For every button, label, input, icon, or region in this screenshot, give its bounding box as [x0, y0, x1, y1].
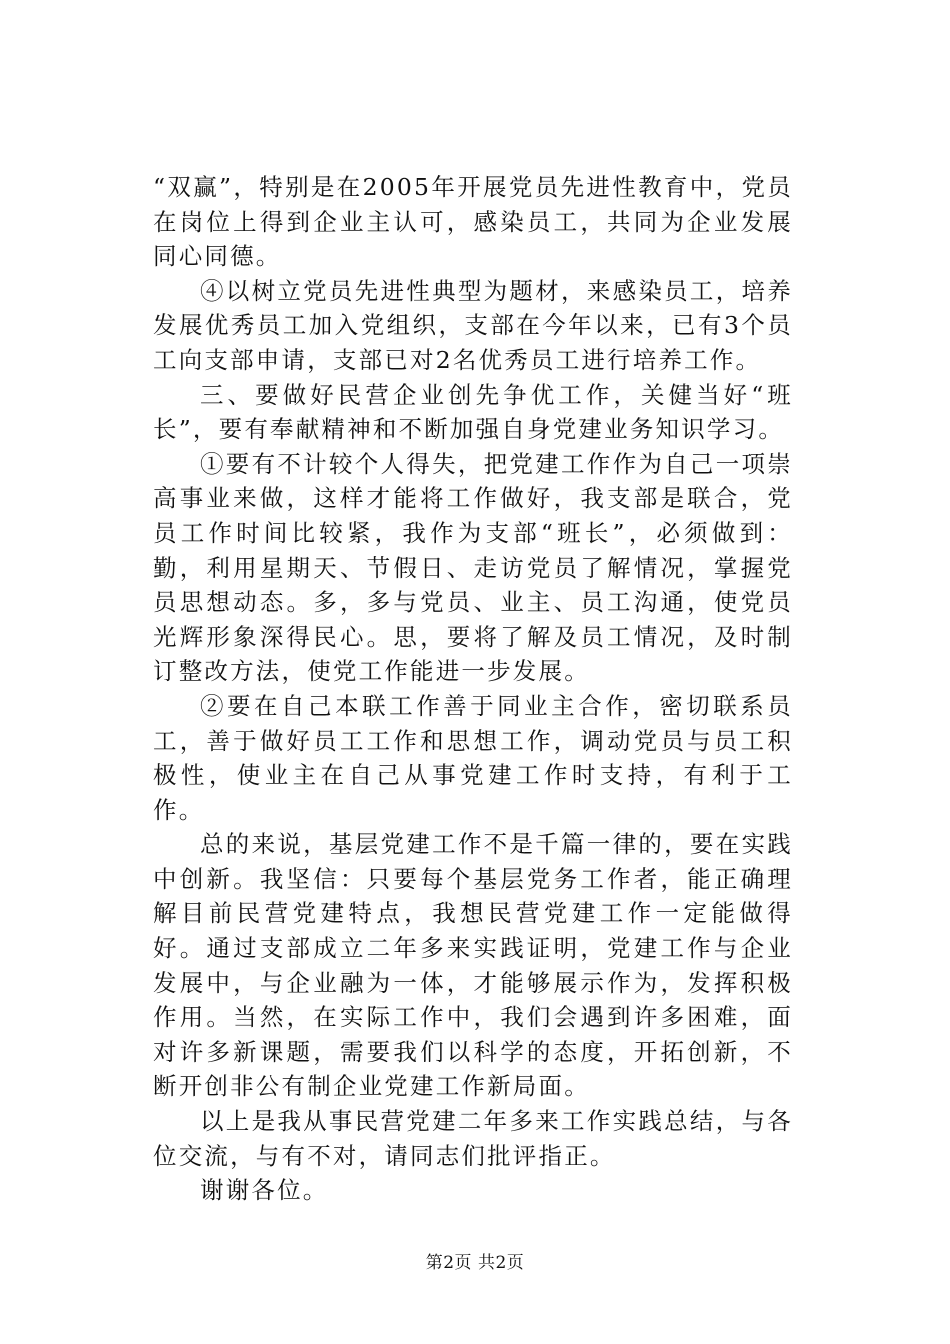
paragraph-summary: 总的来说，基层党建工作不是千篇一律的，要在实践中创新。我坚信：只要每个基层党务工作者，能正确理解目前民营党建特点，我想民营党建工作一定能做得好。通过支部成立二年多来实践证明，党建工作与企业发展中，与企业融为一体，才能够展示作为，发挥积极作用。当然，在实际工作中，我们会遇到许多困难，面对许多新课题，需要我们以科学的态度，开拓创新，不断开创非公有制企业党建工作新局面。 — [153, 830, 793, 1101]
page-total: 共2页 — [477, 1253, 525, 1273]
page-footer — [0, 1248, 950, 1273]
paragraph-item-2: ②要在自己本联工作善于同业主合作，密切联系员工，善于做好员工工作和思想工作，调动党员与员工积极性，使业主在自己从事党建工作时支持，有利于工作。 — [153, 691, 793, 824]
paragraph-item-1: ①要有不计较个人得失，把党建工作作为自己一项崇高事业来做，这样才能将工作做好，我支部是联合，党员工作时间比较紧，我作为支部“班长”，必须做到：勤，利用星期天、节假日、走访党员了解情况，掌握党员思想动态。多，多与党员、业主、员工沟通，使党员光辉形象深得民心。思，要将了解及员工情况，及时制订整改方法，使党工作能进一步发展。 — [153, 449, 793, 686]
paragraph-item-4: ④以树立党员先进性典型为题材，来感染员工，培养发展优秀员工加入党组织，支部在今年以来，已有3个员工向支部申请，支部已对2名优秀员工进行培养工作。 — [153, 276, 793, 374]
paragraph-continuation: “双赢”，特别是在2005年开展党员先进性教育中，党员在岗位上得到企业主认可，感染员工，共同为企业发展同心同德。 — [153, 173, 793, 271]
document-body — [153, 170, 793, 1208]
paragraph-thanks: 谢谢各位。 — [200, 1176, 329, 1205]
paragraph-closing: 以上是我从事民营党建二年多来工作实践总结，与各位交流，与有不对，请同志们批评指正。 — [153, 1107, 793, 1170]
page-number: 第2页 — [425, 1253, 473, 1273]
paragraph-section-3: 三、要做好民营企业创先争优工作，关健当好“班长”，要有奉献精神和不断加强自身党建业务知识学习。 — [153, 380, 793, 444]
